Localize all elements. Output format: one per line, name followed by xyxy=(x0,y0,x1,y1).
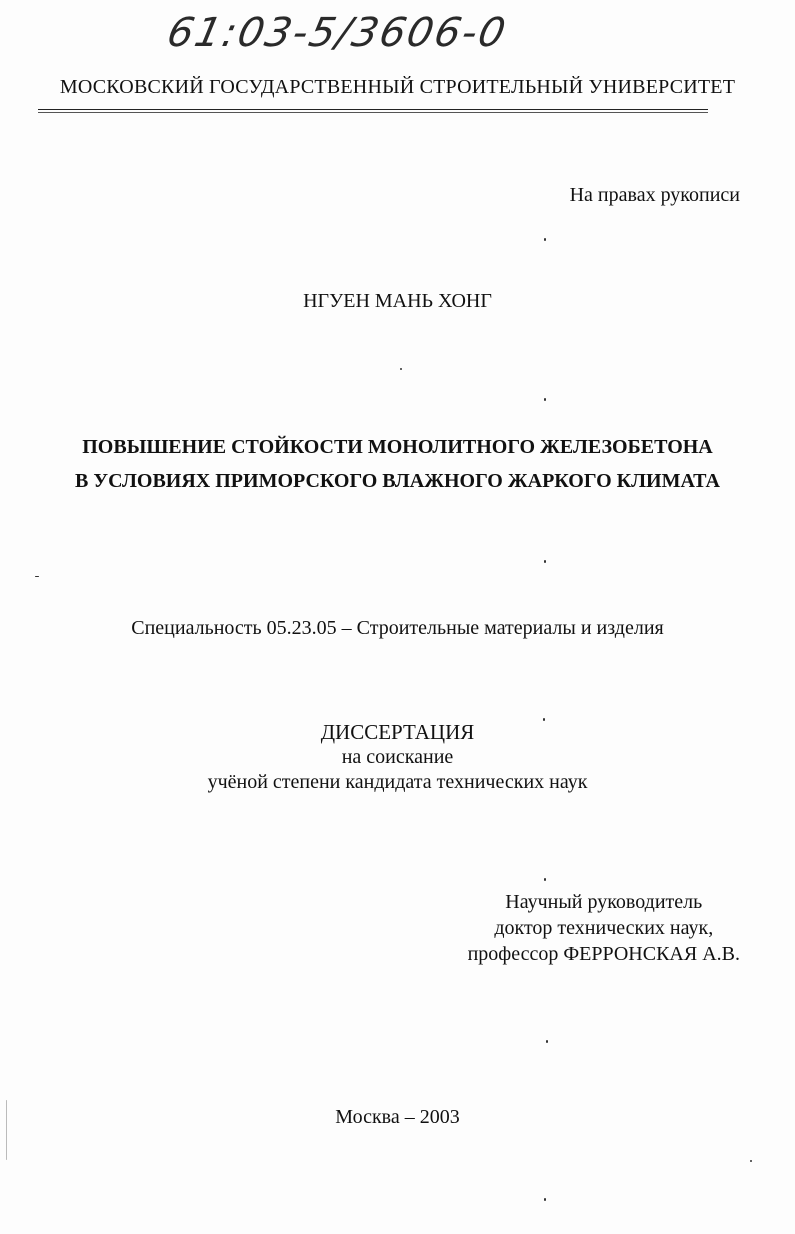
author-name: НГУЕН МАНЬ ХОНГ xyxy=(303,290,492,312)
scan-speck xyxy=(544,560,546,563)
dissertation-degree: учёной степени кандидата технических наук xyxy=(207,771,588,793)
handwritten-catalog-code: 61:03-5/3606-0 xyxy=(163,10,512,56)
scan-speck xyxy=(544,238,546,241)
title-line-1: ПОВЫШЕНИЕ СТОЙКОСТИ МОНОЛИТНОГО ЖЕЛЕЗОБЕТОНА xyxy=(82,436,713,458)
university-name: МОСКОВСКИЙ ГОСУДАРСТВЕННЫЙ СТРОИТЕЛЬНЫЙ УНИВЕРСИТЕТ xyxy=(59,76,736,98)
dissertation-title xyxy=(0,430,795,498)
scan-speck xyxy=(544,878,546,881)
scan-speck xyxy=(750,1160,752,1162)
supervisor-name: профессор ФЕРРОНСКАЯ А.В. xyxy=(467,943,740,965)
dissertation-heading: ДИССЕРТАЦИЯ xyxy=(320,720,475,744)
dissertation-purpose: на соискание xyxy=(341,746,454,768)
scan-speck xyxy=(6,1100,7,1160)
manuscript-rights-note: На правах рукописи xyxy=(569,184,740,206)
scan-speck xyxy=(543,718,545,721)
specialty-line: Специальность 05.23.05 – Строительные материалы и изделия xyxy=(131,617,664,639)
title-line-2: В УСЛОВИЯХ ПРИМОРСКОГО ВЛАЖНОГО ЖАРКОГО КЛИМАТА xyxy=(75,470,720,492)
city-year: Москва – 2003 xyxy=(335,1106,460,1128)
scan-speck xyxy=(400,368,402,370)
scan-speck xyxy=(546,1040,548,1043)
scan-speck xyxy=(544,398,546,401)
header-divider xyxy=(38,109,708,110)
scan-speck xyxy=(35,576,39,577)
supervisor-role: Научный руководитель xyxy=(505,891,703,913)
supervisor-block xyxy=(468,889,740,967)
header-divider-secondary xyxy=(38,112,708,113)
scan-speck xyxy=(544,1198,546,1201)
dissertation-block xyxy=(0,720,795,795)
supervisor-degree: доктор технических наук, xyxy=(494,917,714,939)
